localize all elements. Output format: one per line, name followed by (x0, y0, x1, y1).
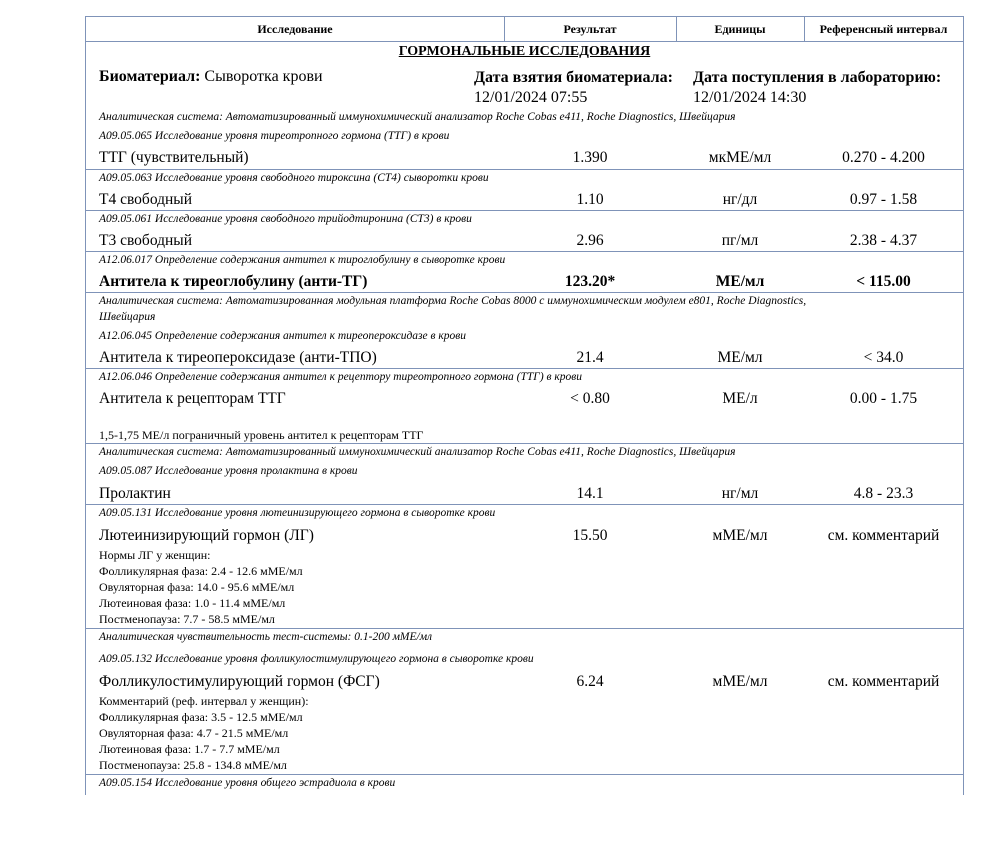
biomaterial-label: Биоматериал: (99, 68, 201, 85)
t3-result: 2.96 (576, 232, 604, 249)
header-study: Исследование (257, 22, 333, 36)
received-date-label: Дата поступления в лабораторию: (693, 69, 942, 86)
anti-tg-units: МЕ/мл (715, 273, 765, 290)
lh-ref: см. комментарий (827, 527, 940, 544)
tsh-ref: 0.270 - 4.200 (842, 149, 925, 166)
row-divider (86, 443, 963, 444)
row-divider (86, 210, 963, 211)
lh-note: Лютеиновая фаза: 1.0 - 11.4 мМЕ/мл (99, 596, 286, 610)
fsh-note: Овуляторная фаза: 4.7 - 21.5 мМЕ/мл (99, 726, 289, 740)
header-result: Результат (563, 22, 617, 36)
prolactin-code: А09.05.087 Исследование уровня пролактина в крови (99, 465, 358, 477)
anti-tg-name: Антитела к тиреоглобулину (анти-ТГ) (99, 273, 368, 290)
row-divider (86, 251, 963, 252)
row-divider (86, 504, 963, 505)
lh-result: 15.50 (572, 527, 608, 544)
taken-date-label: Дата взятия биоматериала: (474, 69, 673, 86)
trab-code: А12.06.046 Определение содержания антител к рецептору тиреотропного гормона (ТТГ) в крови (99, 371, 583, 383)
taken-date-value: 12/01/2024 07:55 (474, 89, 588, 106)
lh-note: Овуляторная фаза: 14.0 - 95.6 мМЕ/мл (99, 580, 295, 594)
table-header (86, 17, 963, 42)
fsh-ref: см. комментарий (827, 673, 940, 690)
anti-tg-result: 123.20* (564, 273, 616, 290)
tsh-result: 1.390 (572, 149, 608, 166)
trab-ref: 0.00 - 1.75 (849, 390, 918, 407)
anti-tpo-code: А12.06.045 Определение содержания антител к тиреопероксидазе в крови (99, 330, 467, 342)
anti-tg-ref: < 115.00 (856, 273, 911, 290)
analytic-system-1: Аналитическая система: Автоматизированный иммунохимический анализатор Roche Cobas e411, Roche Diagnostics, Швейцария (99, 111, 736, 123)
row-divider (86, 292, 963, 293)
row-divider (86, 774, 963, 775)
lh-note: Фолликулярная фаза: 2.4 - 12.6 мМЕ/мл (99, 564, 303, 578)
t4-code: А09.05.063 Исследование уровня свободного тироксина (СТ4) сыворотки крови (99, 172, 489, 184)
t4-name: Т4 свободный (99, 191, 193, 208)
t3-code: А09.05.061 Исследование уровня свободного трийодтиронина (СТ3) в крови (99, 213, 472, 225)
trab-note: 1,5-1,75 МЕ/л пограничный уровень антител к рецепторам ТТГ (99, 428, 424, 442)
analytic-system-2-cont: Швейцария (99, 311, 156, 323)
trab-name: Антитела к рецепторам ТТГ (99, 390, 286, 407)
t4-units: нг/дл (722, 191, 758, 208)
fsh-sensitivity: Аналитическая чувствительность тест-системы: 0.1-200 мМЕ/мл (99, 631, 433, 643)
t3-ref: 2.38 - 4.37 (849, 232, 918, 249)
biomaterial-value: Сыворотка крови (204, 68, 323, 85)
fsh-note: Лютеиновая фаза: 1.7 - 7.7 мМЕ/мл (99, 742, 280, 756)
t4-ref: 0.97 - 1.58 (849, 191, 918, 208)
fsh-note: Фолликулярная фаза: 3.5 - 12.5 мМЕ/мл (99, 710, 303, 724)
biomaterial (99, 68, 323, 86)
anti-tg-code: А12.06.017 Определение содержания антител к тироглобулину в сыворотке крови (99, 254, 506, 266)
fsh-result: 6.24 (576, 673, 604, 690)
t3-units: пг/мл (721, 232, 759, 249)
header-reference: Референсный интервал (819, 22, 948, 36)
prolactin-ref: 4.8 - 23.3 (853, 485, 914, 502)
anti-tpo-units: МЕ/мл (717, 349, 763, 366)
row-divider (86, 169, 963, 170)
lh-units: мМЕ/мл (712, 527, 768, 544)
trab-units: МЕ/л (722, 390, 758, 407)
fsh-note: Комментарий (реф. интервал у женщин): (99, 694, 309, 708)
section-title: ГОРМОНАЛЬНЫЕ ИССЛЕДОВАНИЯ (398, 44, 651, 59)
t4-result: 1.10 (576, 191, 604, 208)
tsh-name: ТТГ (чувствительный) (99, 149, 249, 166)
fsh-note: Постменопауза: 25.8 - 134.8 мМЕ/мл (99, 758, 287, 772)
lh-code: А09.05.131 Исследование уровня лютеинизирующего гормона в сыворотке крови (99, 507, 496, 519)
fsh-units: мМЕ/мл (712, 673, 768, 690)
anti-tpo-name: Антитела к тиреопероксидазе (анти-ТПО) (99, 349, 377, 366)
header-units: Единицы (714, 22, 766, 36)
anti-tpo-ref: < 34.0 (863, 349, 904, 366)
prolactin-name: Пролактин (99, 485, 171, 502)
tsh-code: А09.05.065 Исследование уровня тиреотропного гормона (ТТГ) в крови (99, 130, 450, 142)
results-table (85, 16, 964, 795)
lh-note: Нормы ЛГ у женщин: (99, 548, 211, 562)
tsh-units: мкМЕ/мл (708, 149, 772, 166)
analytic-system-2: Аналитическая система: Автоматизированная модульная платформа Roche Cobas 8000 с иммунохимическим модулем e801, Roche Diagnostics, (99, 295, 807, 307)
t3-name: Т3 свободный (99, 232, 193, 249)
analytic-system-3: Аналитическая система: Автоматизированный иммунохимический анализатор Roche Cobas e411, Roche Diagnostics, Швейцария (99, 446, 736, 458)
fsh-name: Фолликулостимулирующий гормон (ФСГ) (99, 673, 380, 690)
row-divider (86, 368, 963, 369)
trab-result: < 0.80 (570, 390, 610, 407)
prolactin-units: нг/мл (721, 485, 759, 502)
fsh-code: А09.05.132 Исследование уровня фолликулостимулирующего гормона в сыворотке крови (99, 653, 534, 665)
estradiol-code: А09.05.154 Исследование уровня общего эстрадиола в крови (99, 777, 396, 789)
received-date-value: 12/01/2024 14:30 (693, 89, 807, 106)
lh-note: Постменопауза: 7.7 - 58.5 мМЕ/мл (99, 612, 275, 626)
lh-name: Лютеинизирующий гормон (ЛГ) (99, 527, 314, 544)
anti-tpo-result: 21.4 (576, 349, 604, 366)
prolactin-result: 14.1 (576, 485, 604, 502)
row-divider (86, 628, 963, 629)
